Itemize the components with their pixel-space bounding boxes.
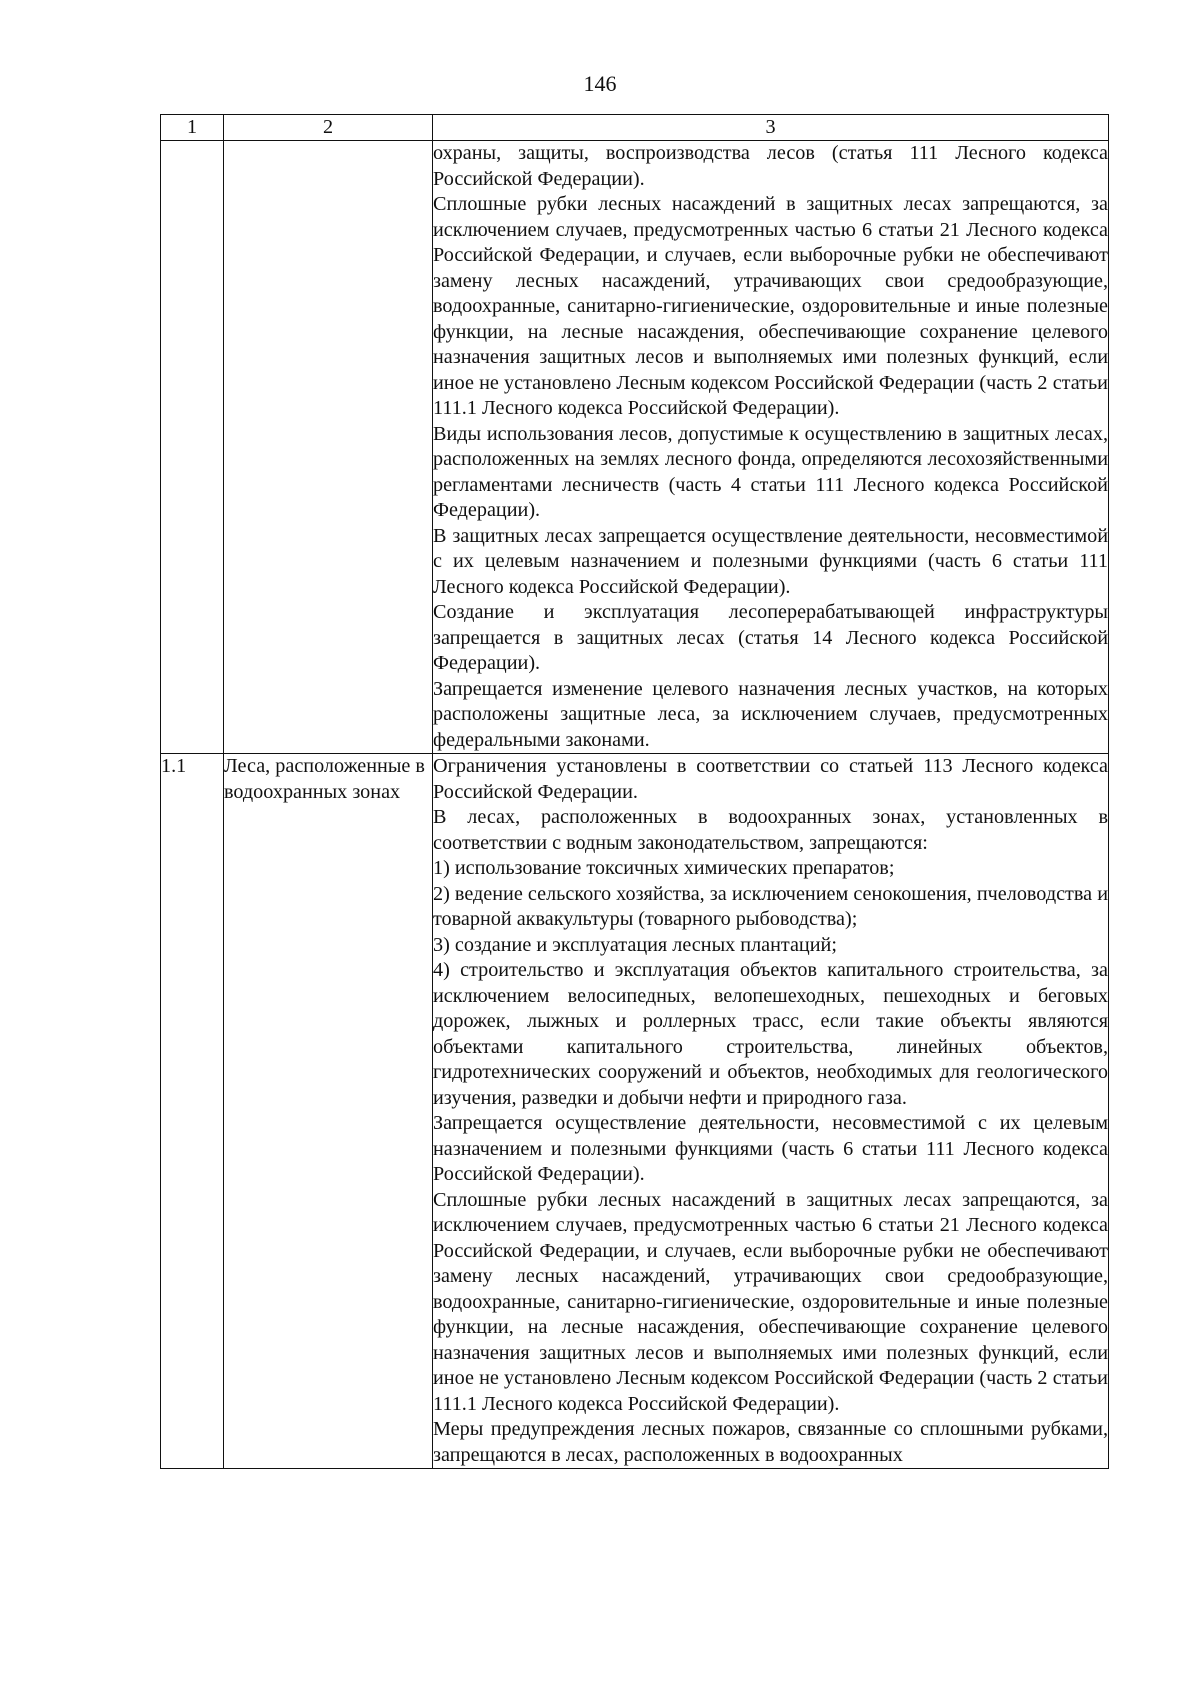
paragraph: В лесах, расположенных в водоохранных зонах, установленных в соответствии с водным законодательством, запрещаются: — [433, 806, 1108, 854]
column-header-1: 1 — [161, 115, 224, 141]
paragraph: Ограничения установлены в соответствии со статьей 113 Лесного кодекса Российской Федерации. — [433, 755, 1108, 803]
paragraph: 4) строительство и эксплуатация объектов капитального строительства, за исключением велосипедных, велопешеходных, пешеходных и беговых дорожек, лыжных и роллерных трасс, если такие объекты являются объектами капитального строительства, линейных объектов, гидротехнических сооружений и объектов, необходимых для геологического изучения, разведки и добычи нефти и природного газа. — [433, 959, 1108, 1109]
paragraph: Запрещается осуществление деятельности, несовместимой с их целевым назначением и полезными функциями (часть 6 статьи 111 Лесного кодекса Российской Федерации). — [433, 1112, 1108, 1185]
row-text — [433, 141, 1109, 754]
paragraph: Сплошные рубки лесных насаждений в защитных лесах запрещаются, за исключением случаев, предусмотренных частью 6 статьи 21 Лесного кодекса Российской Федерации, и случаев, если выборочные рубки не обеспечивают замену лесных насаждений, утрачивающих свои средообразующие, водоохранные, санитарно-гигиенические, оздоровительные и иные полезные функции, на лесные насаждения, обеспечивающие сохранение целевого назначения защитных лесов и выполняемых ими полезных функций, если иное не установлено Лесным кодексом Российской Федерации (часть 2 статьи 111.1 Лесного кодекса Российской Федерации). — [433, 193, 1108, 419]
table-header-row — [161, 115, 1109, 141]
paragraph: Виды использования лесов, допустимые к осуществлению в защитных лесах, расположенных на землях лесного фонда, определяются лесохозяйственными регламентами лесничеств (часть 4 статьи 111 Лесного кодекса Российской Федерации). — [433, 422, 1108, 521]
page-number: 146 — [583, 71, 617, 96]
table-row — [161, 141, 1109, 754]
restrictions-table — [160, 114, 1109, 1469]
paragraph: Сплошные рубки лесных насаждений в защитных лесах запрещаются, за исключением случаев, предусмотренных частью 6 статьи 21 Лесного кодекса Российской Федерации, и случаев, если выборочные рубки не обеспечивают замену лесных насаждений, утрачивающих свои средообразующие, водоохранные, санитарно-гигиенические, оздоровительные и иные полезные функции, на лесные насаждения, обеспечивающие сохранение целевого назначения защитных лесов и выполняемых ими полезных функций, если иное не установлено Лесным кодексом Российской Федерации (часть 2 статьи 111.1 Лесного кодекса Российской Федерации). — [433, 1188, 1108, 1415]
row-category — [224, 141, 433, 754]
paragraph: Создание и эксплуатация лесоперерабатывающей инфраструктуры запрещается в защитных лесах (статья 14 Лесного кодекса Российской Федерации). — [433, 601, 1108, 674]
category-name: Леса, расположенные в водоохранных зонах — [224, 755, 425, 803]
table-row — [161, 754, 1109, 1469]
row-text — [433, 754, 1109, 1469]
row-number: 1.1 — [161, 754, 224, 1469]
paragraph: охраны, защиты, воспроизводства лесов (статья 111 Лесного кодекса Российской Федерации). — [433, 142, 1108, 190]
paragraph: 2) ведение сельского хозяйства, за исключением сенокошения, пчеловодства и товарной аквакультуры (товарного рыбоводства); — [433, 882, 1108, 930]
row-category — [224, 754, 433, 1469]
paragraph: Меры предупреждения лесных пожаров, связанные со сплошными рубками, запрещаются в лесах, расположенных в водоохранных — [433, 1418, 1108, 1466]
paragraph: 1) использование токсичных химических препаратов; — [433, 857, 895, 879]
column-header-3: 3 — [433, 115, 1109, 141]
paragraph: 3) создание и эксплуатация лесных плантаций; — [433, 933, 837, 956]
paragraph: Запрещается изменение целевого назначения лесных участков, на которых расположены защитные леса, за исключением случаев, предусмотренных федеральными законами. — [433, 677, 1108, 751]
row-number — [161, 141, 224, 754]
column-header-2: 2 — [224, 115, 433, 141]
paragraph: В защитных лесах запрещается осуществление деятельности, несовместимой с их целевым назначением и полезными функциями (часть 6 статьи 111 Лесного кодекса Российской Федерации). — [433, 524, 1108, 598]
